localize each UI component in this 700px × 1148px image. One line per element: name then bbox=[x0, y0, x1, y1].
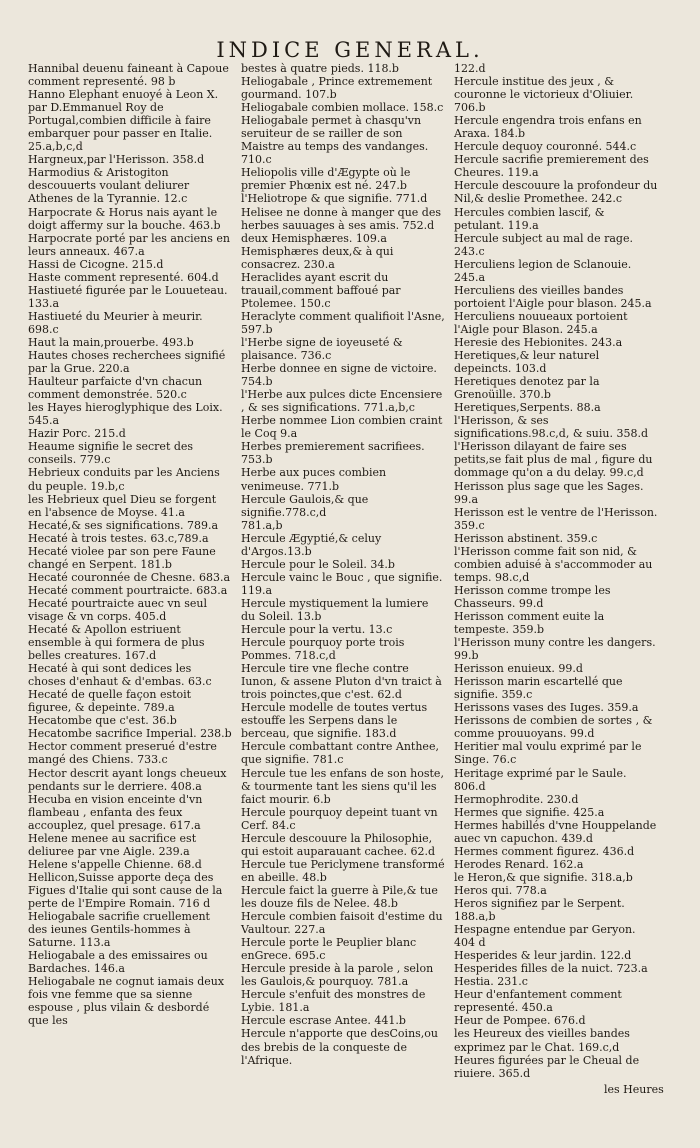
index-entry: Herculiens des vieilles bandes portoient l'Aigle pour blason. 245.a bbox=[454, 283, 652, 310]
index-entry: Herisson comment euite la tempeste. 359.b bbox=[454, 609, 605, 637]
index-entry: bestes à quatre pieds. 118.b bbox=[241, 62, 399, 75]
index-entry: Herisson plus sage que les Sages. 99.a bbox=[454, 479, 644, 506]
index-entry: les Hebrieux quel Dieu se forgent en l'absence de Moyse. 41.a bbox=[28, 492, 217, 519]
index-entry: Hastiueté figurée par le Louueteau. 133.a bbox=[28, 283, 228, 310]
index-entry: Hercule sacrifie premierement des Cheures. 119.a bbox=[454, 153, 649, 180]
catchword: les Heures bbox=[604, 1083, 664, 1096]
index-entry: Hercule preside à la parole , selon les Gaulois,& pourquoy. 781.a bbox=[241, 962, 434, 989]
index-entry: l'Herisson dilayant de faire ses petits,se fait plus de mal , figure du dommage qu'on a du delay. 99.c,d bbox=[454, 440, 653, 480]
index-entry: Hecaté à qui sont dedices les choses d'enhaut & d'embas. 63.c bbox=[28, 662, 212, 689]
index-entry: Haulteur parfaicte d'vn chacun comment demonstrée. 520.c bbox=[28, 375, 203, 402]
index-entry: Hercule Ægyptié,& celuy d'Argos.13.b bbox=[241, 531, 382, 558]
index-entry: l'Herisson muny contre les dangers. 99.b bbox=[454, 636, 656, 663]
index-entry: Hastiueté du Meurier à meurir. 698.c bbox=[28, 309, 203, 336]
index-entry: l'Heliotrope & que signifie. 771.d bbox=[241, 192, 428, 206]
index-entry: Heliogabale permet à chasqu'vn seruiteur de se railler de son Maistre au temps des vandanges. 710.c bbox=[241, 114, 429, 167]
page-title: INDICE GENERAL. bbox=[216, 38, 484, 62]
index-entry: Herculiens legion de Sclanouie. 245.a bbox=[454, 257, 632, 284]
index-entry: deux Hemisphæres. 109.a bbox=[241, 231, 387, 245]
index-entry: le Heron,& que signifie. 318.a,b bbox=[454, 870, 633, 884]
index-entry: Hercule pour la vertu. 13.c bbox=[241, 623, 393, 637]
index-entry: Hercule porte le Peuplier blanc enGrece. 695.c bbox=[241, 936, 417, 963]
index-entry: Herodes Renard. 162.a bbox=[454, 857, 584, 871]
index-entry: Herisson marin escartellé que signifie. 359.c bbox=[454, 675, 623, 702]
index-entry: Hercule subject au mal de rage. 243.c bbox=[454, 231, 633, 258]
index-entry: Hercule engendra trois enfans en Araxa. 184.b bbox=[454, 114, 642, 141]
index-entry: Haut la main,prouerbe. 493.b bbox=[28, 335, 194, 349]
index-entry: Hermes comment figurez. 436.d bbox=[454, 844, 635, 858]
index-entry: Hercule n'apporte que desCoins,ou des brebis de la conqueste de l'Afrique. bbox=[241, 1027, 439, 1067]
index-entry: Hebrieux conduits par les Anciens du peuple. 19.b,c bbox=[28, 466, 220, 493]
index-entry: Hassi de Cicogne. 215.d bbox=[28, 257, 164, 271]
index-entry: Hermes que signifie. 425.a bbox=[454, 805, 605, 819]
index-entry: Hecaté & Apollon estriuent ensemble à qui formera de plus belles creatures. 167.d bbox=[28, 623, 205, 663]
index-entry: Haste comment representé. 604.d bbox=[28, 270, 219, 284]
index-entry: les Heureux des vieilles bandes exprimez par le Chat. 169.c,d bbox=[454, 1027, 630, 1054]
index-entry: Hecaté violee par son pere Faune changé en Serpent. 181.b bbox=[28, 544, 216, 571]
index-entry: Heros signifiez par le Serpent. 188.a,b bbox=[454, 897, 625, 924]
index-entry: Heliogabale combien mollace. 158.c bbox=[241, 101, 444, 115]
index-entry: Hanno Elephant enuoyé à Leon X. par D.Emmanuel Roy de Portugal,combien difficile à faire embarquer pour passer en Italie. 25.a,b,c,d bbox=[28, 88, 219, 154]
index-entry: Heraclyte comment qualifioit l'Asne, 597.b bbox=[241, 309, 445, 336]
index-entry: Hecatombe que c'est. 36.b bbox=[28, 714, 177, 728]
index-entry: Hestia. 231.c bbox=[454, 975, 528, 989]
index-entry: Hercule institue des jeux , & couronne le victorieux d'Oliuier. 706.b bbox=[454, 75, 634, 115]
index-entry: l'Herbe aux pulces dicte Encensiere , & ses significations. 771.a,b,c bbox=[241, 388, 443, 415]
index-entry: Hercule dequoy couronné. 544.c bbox=[454, 140, 637, 154]
index-entry: Harpocrate & Horus nais ayant le doigt affermy sur la bouche. 463.b bbox=[28, 205, 221, 232]
index-entry: Heretiques,Serpents. 88.a bbox=[454, 401, 601, 415]
index-entry: Hargneux,par l'Herisson. 358.d bbox=[28, 153, 205, 167]
index-entry: 122.d bbox=[454, 62, 486, 75]
index-entry: Hercule escrase Antee. 441.b bbox=[241, 1014, 406, 1028]
index-entry: Heliogabale , Prince extremement gourmand. 107.b bbox=[241, 75, 433, 102]
index-entry: Heros qui. 778.a bbox=[454, 883, 547, 897]
index-entry: Heretiques,& leur naturel depeincts. 103.d bbox=[454, 349, 600, 376]
index-entry: Hercules combien lascif, & petulant. 119.a bbox=[454, 205, 605, 232]
index-entry: Harmodius & Aristogiton descouuerts voulant deliurer Athenes de la Tyrannie. 12.c bbox=[28, 166, 190, 206]
index-entry: Hecuba en vision enceinte d'vn flambeau , enfanta des feux accouplez, quel presage. 617.a bbox=[28, 792, 203, 832]
index-entry: Heliogabale a des emissaires ou Bardaches. 146.a bbox=[28, 949, 208, 976]
index-entry: Hercule descouure la profondeur du Nil,& deslie Promethee. 242.c bbox=[454, 179, 658, 206]
index-entry: Hercule tue les enfans de son hoste, & tourmente tant les siens qu'il les faict mourir. 6.b bbox=[241, 766, 444, 806]
index-entry: Hecatombe sacrifice Imperial. 238.b bbox=[28, 727, 232, 741]
index-entry: Hellicon,Suisse apporte deça des Figues d'Italie qui sont cause de la perte de l'Empire Romain. 716 d bbox=[28, 870, 223, 910]
index-entry: Hector comment preserué d'estre mangé des Chiens. 733.c bbox=[28, 740, 217, 767]
index-entry: Herculiens nouueaux portoient l'Aigle pour Blason. 245.a bbox=[454, 309, 628, 336]
index-entry: Hercule combattant contre Anthee, que signifie. 781.c bbox=[241, 740, 439, 767]
index-entry: Herisson enuieux. 99.d bbox=[454, 662, 583, 676]
index-entry: Herbe donnee en signe de victoire. 754.b bbox=[241, 362, 437, 389]
index-entry: Heliogabale ne cognut iamais deux fois vne femme que sa sienne espouse , plus vilain & desbordé que les bbox=[28, 975, 225, 1028]
index-entry: Hercule pourquoy porte trois Pommes. 718.c,d bbox=[241, 636, 405, 663]
index-entry: Hercule tue Periclymene transformé en abeille. 48.b bbox=[241, 857, 445, 884]
index-entry: Hercule modelle de toutes vertus estouffe les Serpens dans le berceau, que signifie. 183.d bbox=[241, 701, 428, 741]
index-entry: Hercule descouure la Philosophie, qui estoit auparauant cachee. 62.d bbox=[241, 831, 435, 858]
index-entry: Heaume signifie le secret des conseils. 779.c bbox=[28, 440, 194, 467]
index-entry: Hercule faict la guerre à Pile,& tue les douze fils de Nelee. 48.b bbox=[241, 883, 438, 910]
index-entry: Hermes habillés d'vne Houppelande auec vn capuchon. 439.d bbox=[454, 818, 657, 845]
index-entry: l'Herbe signe de ioyeuseté & plaisance. 736.c bbox=[241, 335, 403, 363]
index-entry: les Hayes hieroglyphique des Loix. 545.a bbox=[28, 401, 223, 428]
index-entry: Hector descrit ayant longs cheueux pendants sur le derriere. 408.a bbox=[28, 766, 227, 793]
index-column-1 bbox=[28, 62, 232, 1027]
index-entry: Heures figurées par le Cheual de riuiere. 365.d bbox=[454, 1053, 640, 1080]
index-entry: Hercule s'enfuit des monstres de Lybie. 181.a bbox=[241, 988, 426, 1015]
index-entry: Herisson est le ventre de l'Herisson. 359.c bbox=[454, 505, 658, 532]
index-entry: Hautes choses recherchees signifié par la Grue. 220.a bbox=[28, 349, 226, 376]
index-entry: Hecaté comment pourtraicte. 683.a bbox=[28, 583, 228, 597]
index-entry: Herisson abstinent. 359.c bbox=[454, 531, 598, 545]
index-entry: l'Herisson comme fait son nid, & combien aduisé à s'accommoder au temps. 98.c,d bbox=[454, 544, 653, 584]
index-column-3 bbox=[454, 62, 658, 1080]
index-entry: Hermophrodite. 230.d bbox=[454, 792, 579, 806]
index-entry: Hespagne entendue par Geryon. 404 d bbox=[454, 923, 636, 950]
index-entry: Heraclides ayant escrit du trauail,comment baffoué par Ptolemee. 150.c bbox=[241, 270, 401, 310]
index-entry: Heur d'enfantement comment representé. 450.a bbox=[454, 988, 622, 1015]
index-entry: Hecaté de quelle façon estoit figuree, & depeinte. 789.a bbox=[28, 688, 192, 715]
index-entry: Helene menee au sacrifice est deliuree par vne Aigle. 239.a bbox=[28, 831, 197, 858]
index-entry: Heliopolis ville d'Ægypte où le premier Phœnix est né. 247.b bbox=[241, 166, 411, 193]
index-entry: Hesperides filles de la nuict. 723.a bbox=[454, 962, 648, 976]
index-entry: Hecaté à trois testes. 63.c,789.a bbox=[28, 531, 209, 545]
index-entry: Hercule mystiquement la lumiere du Soleil. 13.b bbox=[241, 596, 429, 623]
index-column-2 bbox=[241, 62, 445, 1067]
index-entry: Hercule pour le Soleil. 34.b bbox=[241, 557, 395, 571]
index-entry: Hercule pourquoy depeint tuant vn Cerf. 84.c bbox=[241, 805, 438, 832]
index-entry: Helisee ne donne à manger que des herbes sauuages à ses amis. 752.d bbox=[241, 205, 441, 232]
index-entry: Hazir Porc. 215.d bbox=[28, 427, 126, 441]
index-entry: Hecaté,& ses significations. 789.a bbox=[28, 518, 219, 532]
index-entry: Hemisphæres deux,& à qui consacrez. 230.a bbox=[241, 244, 394, 271]
index-entry: Harpocrate porté par les anciens en leurs anneaux. 467.a bbox=[28, 231, 231, 258]
index-entry: 781.a,b bbox=[241, 518, 283, 532]
index-entry: Hecaté couronnée de Chesne. 683.a bbox=[28, 570, 231, 584]
index-entry: Hesperides & leur jardin. 122.d bbox=[454, 949, 632, 963]
index-entry: l'Herisson, & ses significations.98.c,d, & suiu. 358.d bbox=[454, 414, 648, 441]
index-entry: Heresie des Hebionites. 243.a bbox=[454, 335, 623, 349]
index-entry: Heliogabale sacrifie cruellement des ieunes Gentils-hommes à Saturne. 113.a bbox=[28, 910, 210, 950]
index-entry: Herisson comme trompe les Chasseurs. 99.d bbox=[454, 583, 611, 610]
index-entry: Herissons vases des Iuges. 359.a bbox=[454, 701, 639, 715]
index-entry: Herbes premierement sacrifiees. 753.b bbox=[241, 440, 425, 467]
index-entry: Hercule tire vne fleche contre Iunon, & assene Pluton d'vn traict à trois poinctes,que c'est. 62.d bbox=[241, 662, 442, 702]
index-entry: Heur de Pompee. 676.d bbox=[454, 1014, 586, 1028]
index-entry: Helene s'appelle Chienne. 68.d bbox=[28, 857, 202, 871]
index-entry: Hercule combien faisoit d'estime du Vaultour. 227.a bbox=[241, 910, 443, 937]
index-entry: Heritage exprimé par le Saule. 806.d bbox=[454, 766, 627, 793]
index-entry: Herbe nommee Lion combien craint le Coq 9.a bbox=[241, 414, 443, 441]
index-entry: Herbe aux puces combien venimeuse. 771.b bbox=[241, 466, 387, 493]
index-entry: Heretiques denotez par la Grenoüille. 370.b bbox=[454, 375, 600, 402]
index-entry: Hecaté pourtraicte auec vn seul visage & vn corps. 405.d bbox=[28, 596, 207, 623]
index-entry: Hannibal deuenu faineant à Capoue comment representé. 98 b bbox=[28, 62, 229, 89]
index-entry: Herissons de combien de sortes , & comme prouuoyans. 99.d bbox=[454, 714, 653, 741]
index-entry: Heritier mal voulu exprimé par le Singe. 76.c bbox=[454, 740, 642, 767]
index-entry: Hercule vainc le Bouc , que signifie. 119.a bbox=[241, 570, 443, 597]
index-entry: Hercule Gaulois,& que signifie.778.c,d bbox=[241, 492, 369, 519]
